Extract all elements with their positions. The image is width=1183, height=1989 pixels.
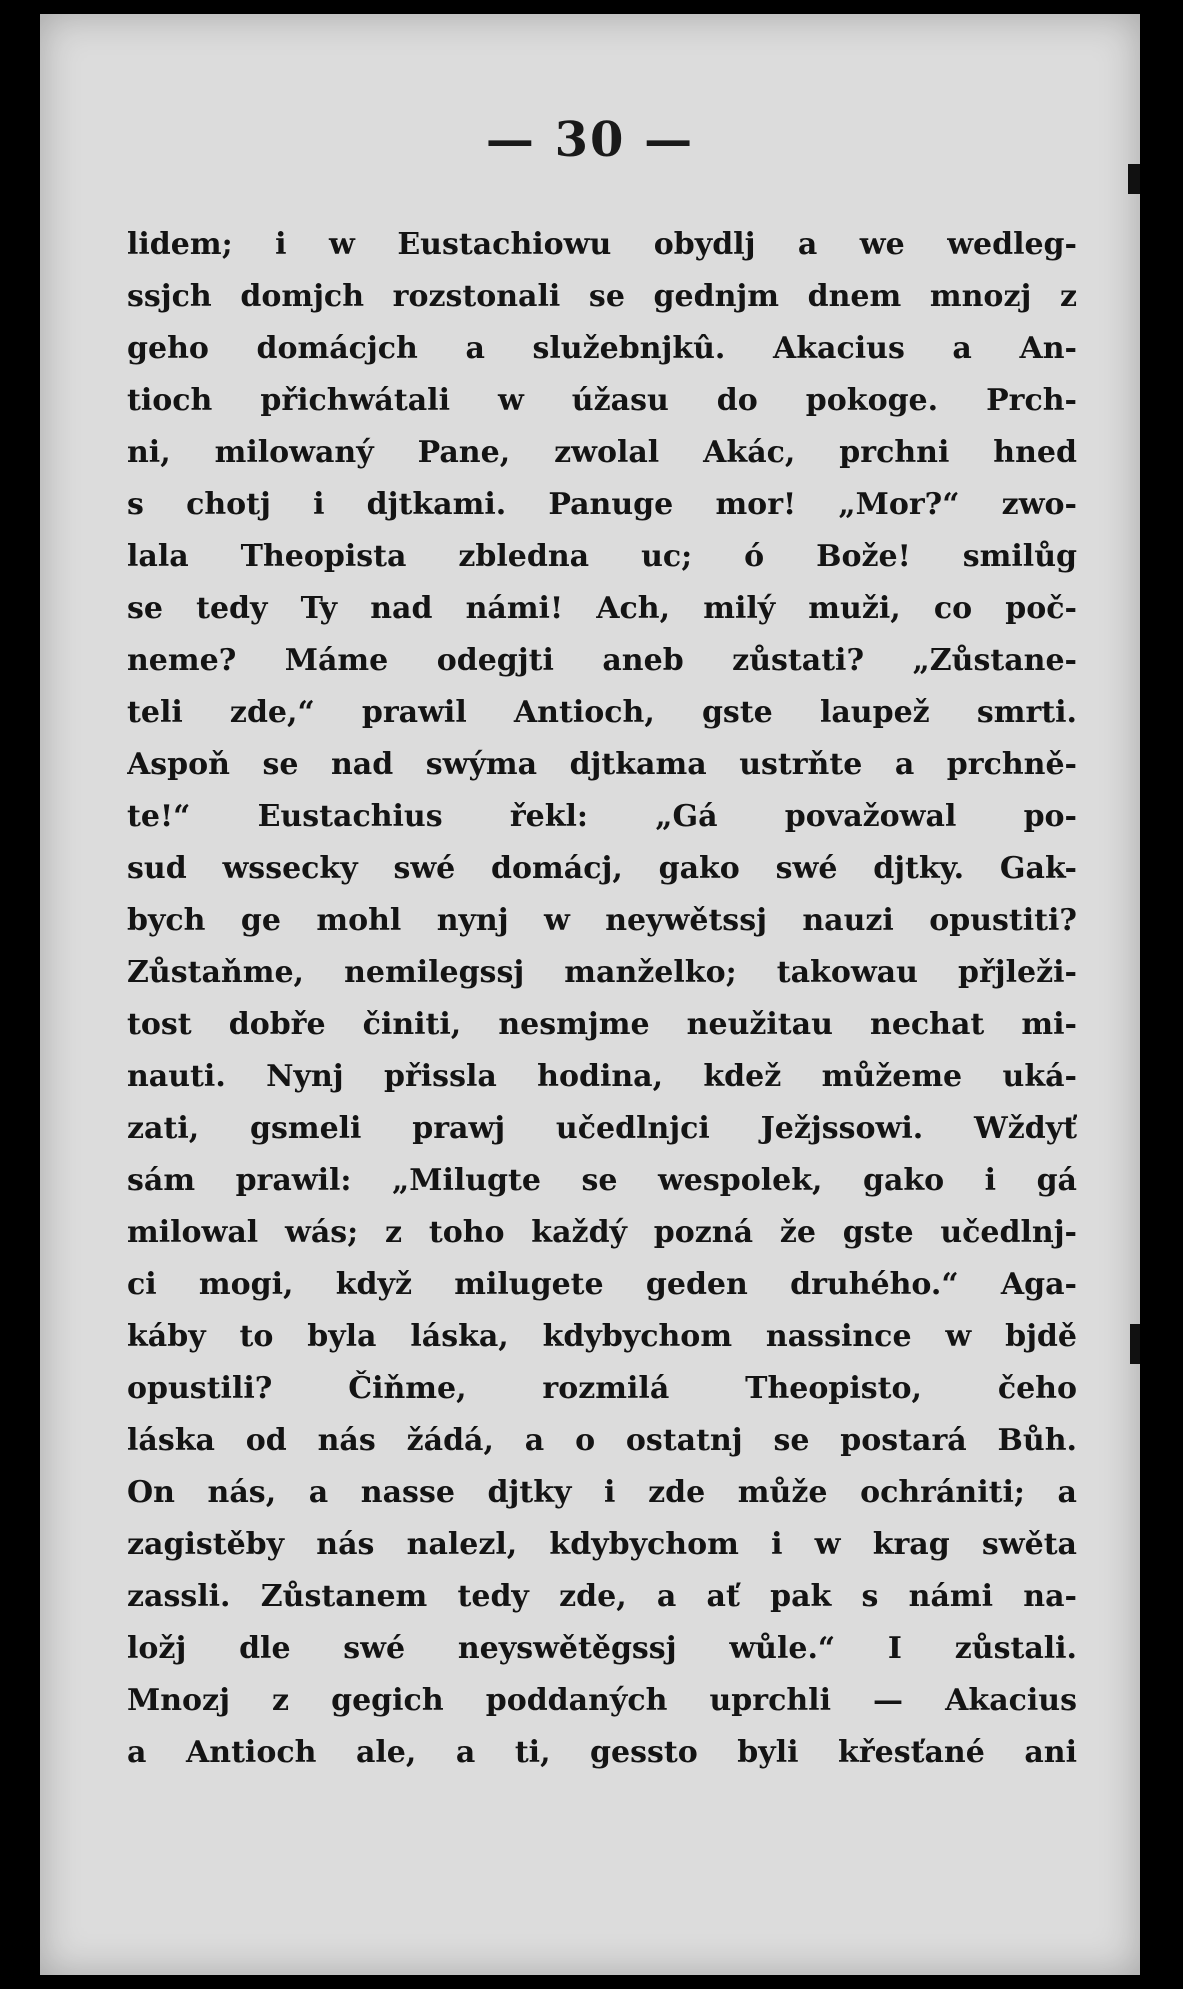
text-line: sám prawil: „Milugte se wespolek, gako i gá	[127, 1163, 1077, 1198]
text-line: Mnozj z gegich poddaných uprchli — Akacius	[127, 1683, 1077, 1718]
text-line: nauti. Nynj přissla hodina, kdež můžeme uká-	[127, 1059, 1077, 1094]
text-line: tioch přichwátali w úžasu do pokoge. Prch-	[127, 383, 1077, 418]
text-line: zassli. Zůstanem tedy zde, a ať pak s námi na-	[127, 1579, 1077, 1614]
text-line: tost dobře činiti, nesmjme neužitau nechat mi-	[127, 1007, 1077, 1042]
scan-edge-mark	[1130, 1324, 1140, 1364]
text-line: teli zde,“ prawil Antioch, gste laupež smrti.	[127, 695, 1077, 730]
text-line: zati, gsmeli prawj učedlnjci Ježjssowi. Wždyť	[127, 1111, 1077, 1146]
text-line: Zůstaňme, nemilegssj manželko; takowau přjleži-	[127, 955, 1077, 990]
text-line: ssjch domjch rozstonali se gednjm dnem mnozj z	[127, 279, 1077, 314]
text-line: milowal wás; z toho každý pozná že gste učedlnj-	[127, 1215, 1077, 1250]
text-line: ložj dle swé neyswětěgssj wůle.“ I zůstali.	[127, 1631, 1077, 1666]
text-line: lala Theopista zbledna uc; ó Bože! smilůg	[127, 539, 1077, 574]
text-line: te!“ Eustachius řekl: „Gá považowal po-	[127, 799, 1077, 834]
text-line: sud wssecky swé domácj, gako swé djtky. Gak-	[127, 851, 1077, 886]
text-line: bych ge mohl nynj w neywětssj nauzi opustiti?	[127, 903, 1077, 938]
text-line: opustili? Čiňme, rozmilá Theopisto, čeho	[127, 1371, 1077, 1406]
text-line: zagistěby nás nalezl, kdybychom i w krag swěta	[127, 1527, 1077, 1562]
book-page	[40, 14, 1140, 1975]
text-line: ci mogi, když milugete geden druhého.“ Aga-	[127, 1267, 1077, 1302]
body-text	[127, 219, 1077, 1779]
text-line: On nás, a nasse djtky i zde může ochrániti; a	[127, 1475, 1077, 1510]
text-line: káby to byla láska, kdybychom nassince w bjdě	[127, 1319, 1077, 1354]
text-line: láska od nás žádá, a o ostatnj se postará Bůh.	[127, 1423, 1077, 1458]
scan-edge-mark	[1128, 164, 1140, 194]
text-line: Aspoň se nad swýma djtkama ustrňte a prchně-	[127, 747, 1077, 782]
text-line: ni, milowaný Pane, zwolal Akác, prchni hned	[127, 435, 1077, 470]
text-line: neme? Máme odegjti aneb zůstati? „Zůstane-	[127, 643, 1077, 678]
text-line: se tedy Ty nad námi! Ach, milý muži, co poč-	[127, 591, 1077, 626]
text-line: a Antioch ale, a ti, gessto byli křesťané ani	[127, 1735, 1077, 1770]
text-line: s chotj i djtkami. Panuge mor! „Mor?“ zwo-	[127, 487, 1077, 522]
page-number: — 30 —	[485, 112, 695, 168]
text-line: lidem; i w Eustachiowu obydlj a we wedleg-	[127, 227, 1077, 262]
text-line: geho domácjch a služebnjkû. Akacius a An-	[127, 331, 1077, 366]
